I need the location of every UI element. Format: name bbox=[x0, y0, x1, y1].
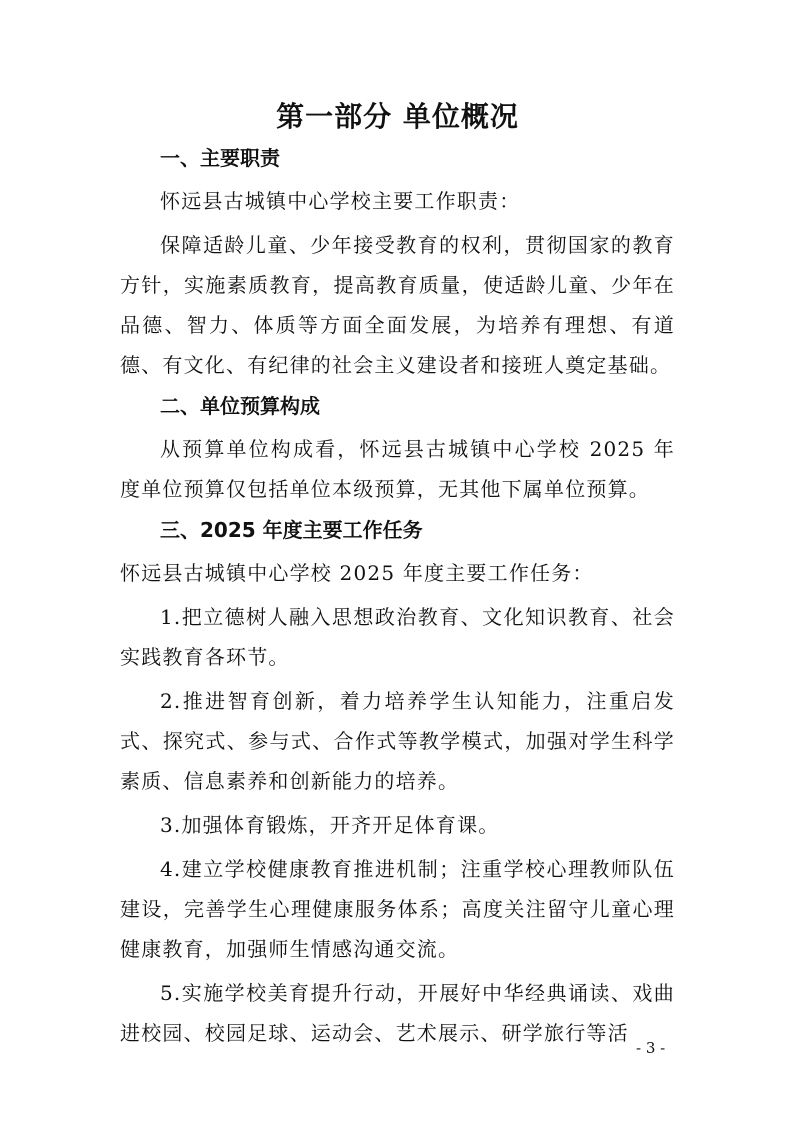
section-heading-duties: 一、主要职责 bbox=[160, 146, 280, 170]
paragraph: 怀远县古城镇中心学校主要工作职责： bbox=[160, 189, 521, 213]
list-item: 2.推进智育创新，着力培养学生认知能力，注重启发式、探究式、参与式、合作式等教学模式，加强对学生科学素质、信息素养和创新能力的培养。 bbox=[120, 689, 675, 793]
list-item: 1.把立德树人融入思想政治教育、文化知识教育、社会实践教育各环节。 bbox=[120, 605, 675, 669]
list-item: 5.实施学校美育提升行动，开展好中华经典诵读、戏曲进校园、校园足球、运动会、艺术展示、研学旅行等活 bbox=[120, 981, 675, 1045]
section-heading-tasks: 三、2025 年度主要工作任务 bbox=[160, 518, 423, 542]
paragraph: 从预算单位构成看，怀远县古城镇中心学校 2025 年度单位预算仅包括单位本级预算，无其他下属单位预算。 bbox=[120, 437, 675, 501]
paragraph: 保障适龄儿童、少年接受教育的权利，贯彻国家的教育方针，实施素质教育，提高教育质量，使适龄儿童、少年在品德、智力、体质等方面全面发展，为培养有理想、有道德、有文化、有纪律的社会主义建设者和接班人奠定基础。 bbox=[120, 233, 675, 377]
page-number: - 3 - bbox=[636, 1039, 666, 1057]
list-item: 3.加强体育锻炼，开齐开足体育课。 bbox=[160, 813, 500, 837]
paragraph-intro: 怀远县古城镇中心学校 2025 年度主要工作任务： bbox=[120, 561, 594, 585]
document-page bbox=[120, 95, 675, 1057]
list-item: 4.建立学校健康教育推进机制；注重学校心理教师队伍建设，完善学生心理健康服务体系；高度关注留守儿童心理健康教育，加强师生情感沟通交流。 bbox=[120, 857, 675, 961]
page-title: 第一部分 单位概况 bbox=[276, 100, 519, 133]
section-heading-budget: 二、单位预算构成 bbox=[160, 394, 320, 418]
